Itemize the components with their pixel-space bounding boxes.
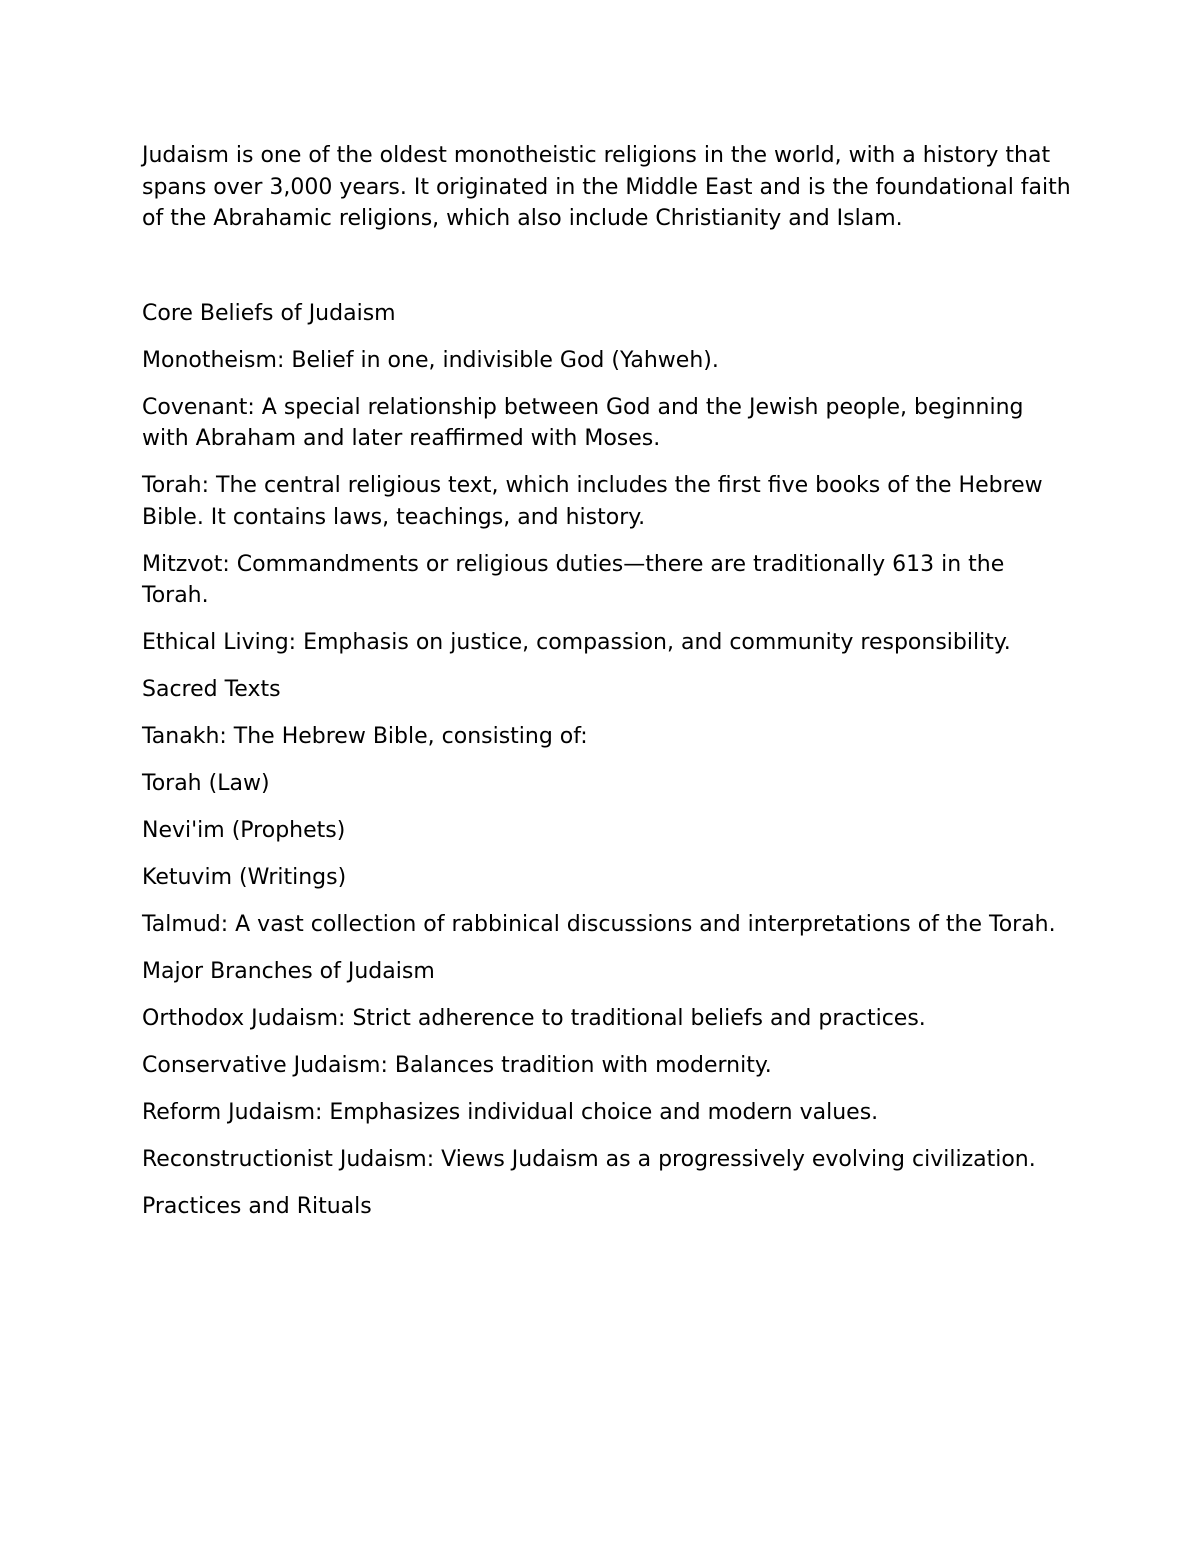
- paragraph-reform: Reform Judaism: Emphasizes individual choice and modern values.: [142, 1100, 879, 1125]
- paragraph-orthodox: Orthodox Judaism: Strict adherence to traditional beliefs and practices.: [142, 1006, 926, 1031]
- paragraph-torah: Torah: The central religious text, which includes the first five books of the Hebrew Bible. It contains laws, teachings, and history.: [142, 473, 1043, 530]
- heading-sacred-texts: Sacred Texts: [142, 677, 281, 702]
- paragraph-monotheism: Monotheism: Belief in one, indivisible God (Yahweh).: [142, 347, 719, 373]
- paragraph-ethical-living: Ethical Living: Emphasis on justice, compassion, and community responsibility.: [142, 630, 1011, 655]
- paragraph-ketuvim: Ketuvim (Writings): [142, 865, 347, 890]
- paragraph-neviim: Nevi'im (Prophets): [142, 818, 346, 843]
- paragraph-reconstructionist: Reconstructionist Judaism: Views Judaism as a progressively evolving civilization.: [142, 1147, 1036, 1172]
- paragraph-talmud: Talmud: A vast collection of rabbinical discussions and interpretations of the Torah.: [142, 912, 1056, 937]
- paragraph-conservative: Conservative Judaism: Balances tradition with modernity.: [142, 1053, 772, 1078]
- heading-major-branches: Major Branches of Judaism: [142, 959, 435, 984]
- heading-practices-rituals: Practices and Rituals: [142, 1194, 372, 1219]
- paragraph-torah-law: Torah (Law): [142, 771, 270, 796]
- paragraph-mitzvot: Mitzvot: Commandments or religious duties—there are traditionally 613 in the Torah.: [142, 551, 1005, 608]
- intro-paragraph: Judaism is one of the oldest monotheistic religions in the world, with a history that spans over 3,000 years. It originated in the Middle East and is the foundational faith of the Abrahamic religions, which also include Christianity and Islam.: [142, 143, 1071, 231]
- paragraph-covenant: Covenant: A special relationship between God and the Jewish people, beginning with Abraham and later reaffirmed with Moses.: [142, 394, 1024, 451]
- document-body: [142, 140, 1072, 1238]
- paragraph-tanakh: Tanakh: The Hebrew Bible, consisting of:: [142, 724, 588, 749]
- heading-core-beliefs: Core Beliefs of Judaism: [142, 300, 396, 326]
